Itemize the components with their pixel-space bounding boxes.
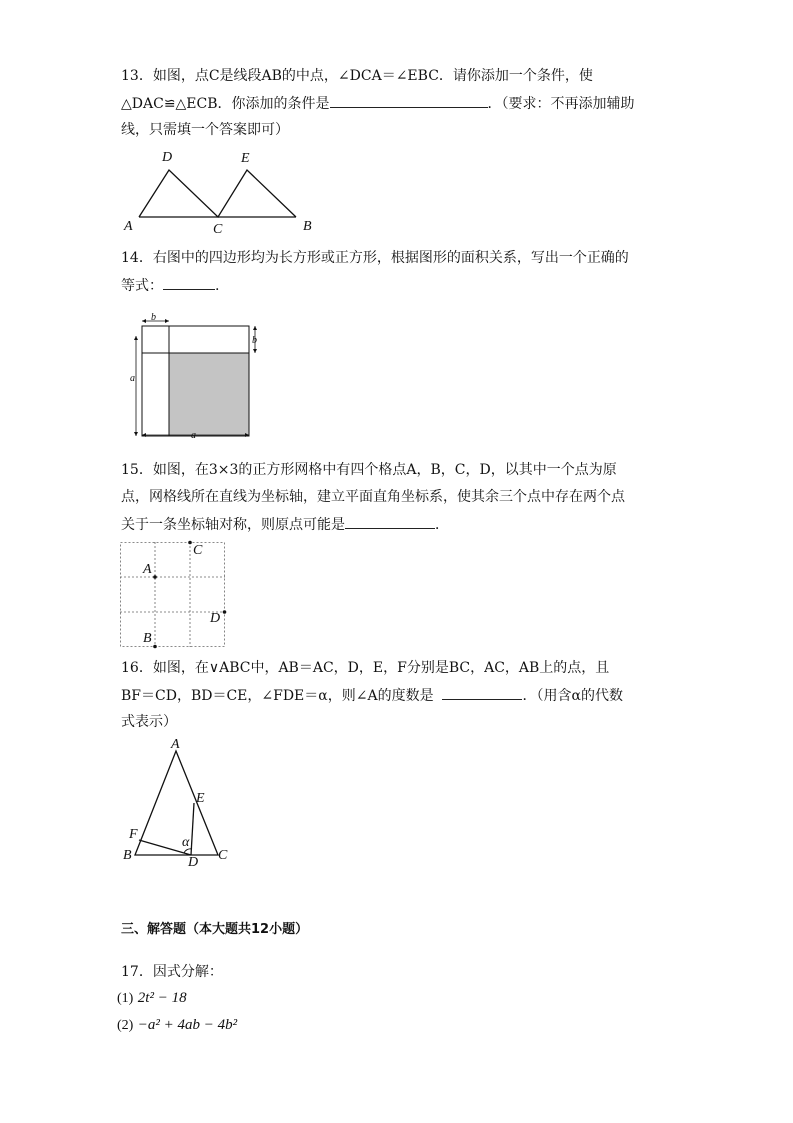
q15-line3-tail: ． [435,517,449,533]
q14-line2-tail: . [215,278,220,294]
q17-part2-expression: −a² + 4ab − 4b² [137,1017,238,1033]
q16-answer-blank[interactable] [442,685,522,700]
q17-part2 [117,1015,237,1036]
q17-title: 17．因式分解： [121,964,223,980]
q16-line3: 式表示） [121,714,177,730]
q17-part1 [117,988,187,1009]
q14-figure [128,314,268,444]
q17-part1-expression: 2t² − 18 [137,990,187,1006]
q13-answer-blank[interactable] [330,93,488,108]
q13-line2-tail: ．（要求：不再添加辅助 [487,96,635,112]
q15-label-d: D [210,611,221,626]
q14-label-a-left: a [130,373,135,384]
q13-line1: 13．如图，点C是线段AB的中点，∠DCA＝∠EBC．请你添加一个条件，使 [121,68,593,84]
q16-line1-text: 16．如图，在 [121,660,209,676]
q17-part1-number: (1) [117,991,134,1006]
q13-label-c: C [213,222,223,237]
q15-label-a: A [143,562,152,577]
q14-label-a-bottom: a [191,430,196,441]
q13-line2 [121,93,635,114]
q14-label-b-right: b [252,335,257,346]
q16-line2-tail: ．（用含α的代数 [522,688,623,704]
q15-answer-blank[interactable] [345,514,435,529]
q16-label-d: D [188,855,199,870]
q16-line1 [121,658,609,678]
q14-line1: 14．右图中的四边形均为长方形或正方形，根据图形的面积关系，写出一个正确的 [121,250,629,266]
q13-label-d: D [162,150,173,165]
q16-label-a: A [171,737,180,752]
q13-label-e: E [241,151,250,166]
q15-label-b: B [143,631,152,646]
q15-line3-text: 关于一条坐标轴对称，则原点可能是 [121,517,345,533]
q15-grid-figure [120,542,228,650]
q13-figure [130,160,330,240]
q16-label-b: B [123,848,132,863]
q16-line2 [121,685,623,706]
q16-line1-tail: ABC中，AB＝AC，D，E，F分别是BC，AC，AB上的点，且 [219,660,610,676]
q16-label-e: E [196,791,205,806]
q15-line2: 点，网格线所在直线为坐标轴，建立平面直角坐标系，使其余三个点中存在两个点 [121,489,625,505]
triangle-symbol: ∨ [208,660,220,676]
q16-label-f: F [129,827,138,842]
q14-line2-text: 等式： [121,278,163,294]
q13-line2-text: △DAC≌△ECB．你添加的条件是 [121,96,330,112]
q16-label-c: C [218,848,228,863]
q14-label-b-top: b [151,312,156,323]
q15-label-c: C [193,543,203,558]
q15-line1: 15．如图，在3×3的正方形网格中有四个格点A，B，C，D，以其中一个点为原 [121,462,617,478]
q17-part2-number: (2) [117,1018,134,1033]
section-heading: 三、解答题（本大题共12小题） [121,922,309,937]
q15-line3 [121,514,449,535]
q16-line2-text: BF＝CD，BD＝CE，∠FDE＝α，则∠A的度数是 [121,688,434,704]
q13-label-a: A [124,219,133,234]
q13-line3: 线，只需填一个答案即可） [121,122,289,138]
q14-answer-blank[interactable] [163,275,215,290]
q13-label-b: B [303,219,312,234]
q16-label-alpha: α [182,835,190,850]
q14-line2 [121,275,219,296]
